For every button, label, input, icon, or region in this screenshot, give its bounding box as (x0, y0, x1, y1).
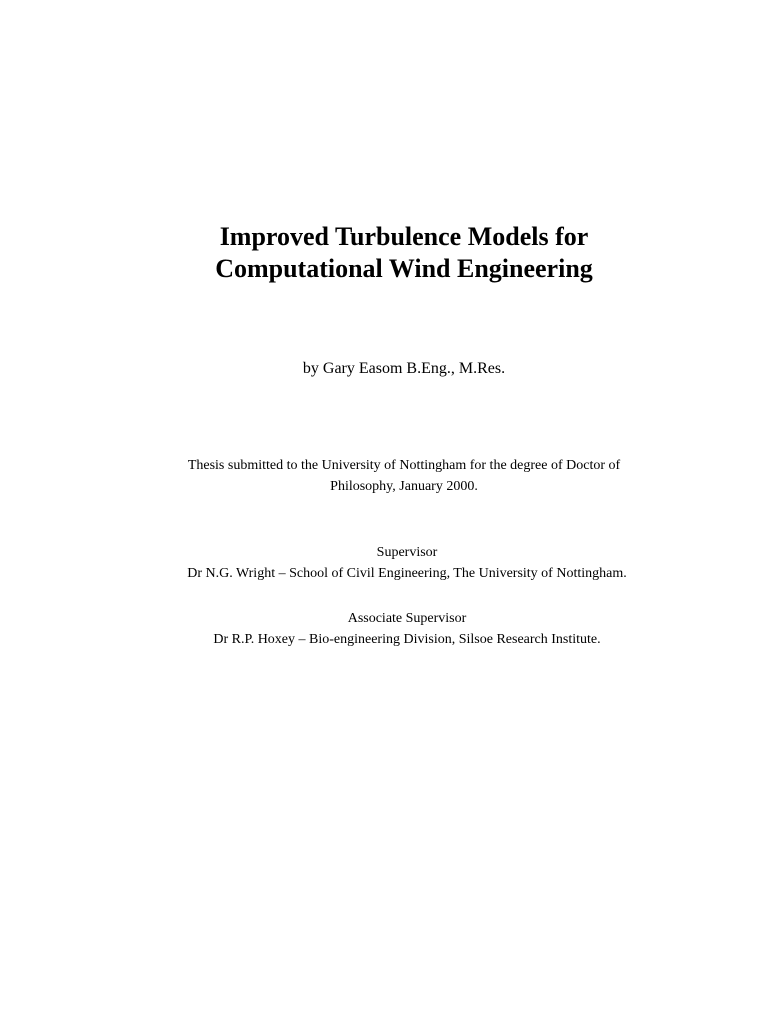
title-line-1: Improved Turbulence Models for (219, 222, 589, 251)
title-line-2: Computational Wind Engineering (215, 254, 593, 283)
associate-supervisor-heading: Associate Supervisor (347, 611, 467, 626)
supervisor-heading: Supervisor (376, 545, 438, 560)
supervisor-block (0, 542, 768, 584)
associate-supervisor-detail: Dr R.P. Hoxey – Bio-engineering Division, Silsoe Research Institute. (213, 632, 601, 647)
associate-supervisor-block (0, 608, 768, 650)
author-line: by Gary Easom B.Eng., M.Res. (302, 360, 506, 377)
submission-line-1: Thesis submitted to the University of Nottingham for the degree of Doctor of (187, 458, 621, 473)
supervisor-detail: Dr N.G. Wright – School of Civil Engineering, The University of Nottingham. (187, 566, 627, 581)
submission-line-2: Philosophy, January 2000. (330, 479, 478, 494)
page-title (0, 221, 768, 285)
submission-statement (150, 455, 658, 497)
